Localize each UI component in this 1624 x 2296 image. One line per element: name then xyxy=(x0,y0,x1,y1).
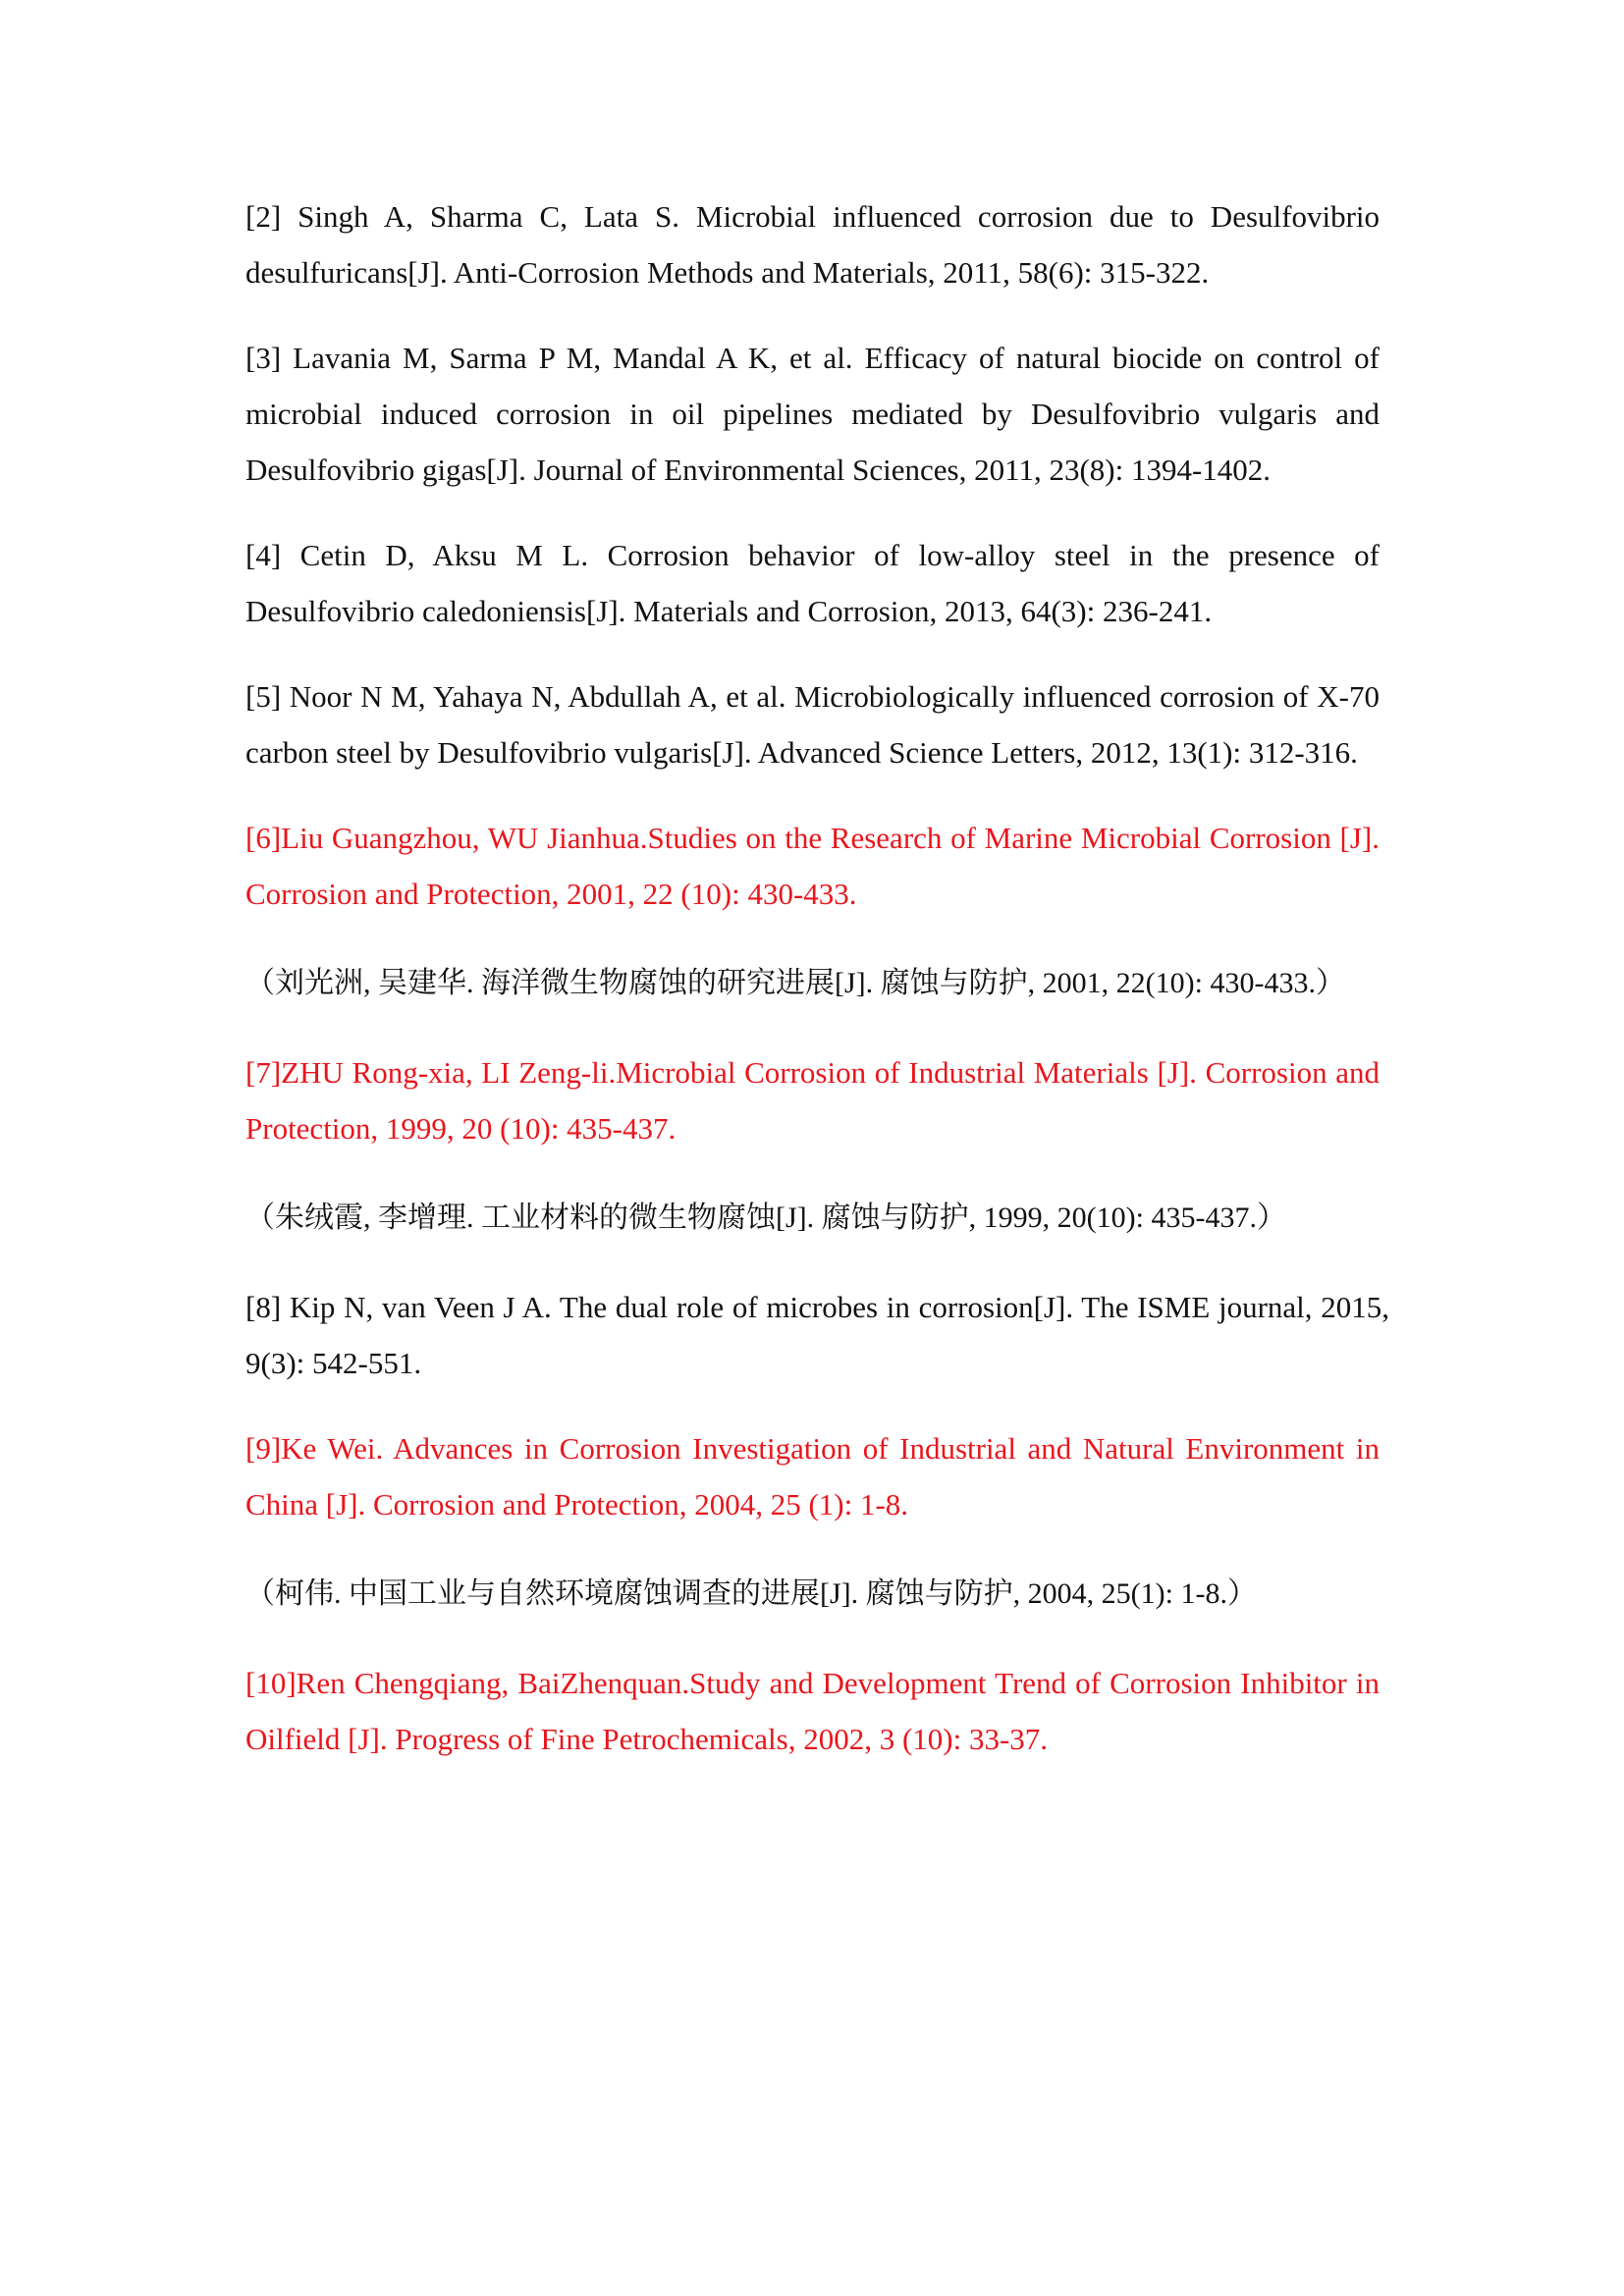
reference-2: [2] Singh A, Sharma C, Lata S. Microbial influenced corrosion due to Desulfovibrio desulfuricans[J]. Anti-Corrosion Methods and Materials, 2011, 58(6): 315-322. xyxy=(245,199,1380,290)
reference-list xyxy=(245,188,1389,1796)
reference-10: [10]Ren Chengqiang, BaiZhenquan.Study and Development Trend of Corrosion Inhibitor in Oilfield [J]. Progress of Fine Petrochemicals, 2002, 3 (10): 33-37. xyxy=(245,1666,1380,1756)
reference-7-chinese: （朱绒霞, 李增理. 工业材料的微生物腐蚀[J]. 腐蚀与防护, 1999, 20(10): 435-437.） xyxy=(245,1201,1286,1234)
reference-5: [5] Noor N M, Yahaya N, Abdullah A, et al. Microbiologically influenced corrosion of X-70 carbon steel by Desulfovibrio vulgaris[J]. Advanced Science Letters, 2012, 13(1): 312-316. xyxy=(245,679,1380,770)
reference-9: [9]Ke Wei. Advances in Corrosion Investigation of Industrial and Natural Environment in China [J]. Corrosion and Protection, 2004, 25 (1): 1-8. xyxy=(245,1431,1380,1522)
reference-4: [4] Cetin D, Aksu M L. Corrosion behavior of low‐alloy steel in the presence of Desulfovibrio caledoniensis[J]. Materials and Corrosion, 2013, 64(3): 236-241. xyxy=(245,538,1380,628)
reference-6-chinese: （刘光洲, 吴建华. 海洋微生物腐蚀的研究进展[J]. 腐蚀与防护, 2001, 22(10): 430-433.） xyxy=(245,967,1345,999)
reference-9-chinese: （柯伟. 中国工业与自然环境腐蚀调查的进展[J]. 腐蚀与防护, 2004, 25(1): 1-8.） xyxy=(245,1577,1257,1610)
reference-7: [7]ZHU Rong-xia, LI Zeng-li.Microbial Corrosion of Industrial Materials [J]. Corrosion and Protection, 1999, 20 (10): 435-437. xyxy=(245,1055,1380,1146)
reference-3: [3] Lavania M, Sarma P M, Mandal A K, et al. Efficacy of natural biocide on control of microbial induced corrosion in oil pipelines mediated by Desulfovibrio vulgaris and Desulfovibrio gigas[J]. Journal of Environmental Sciences, 2011, 23(8): 1394-1402. xyxy=(245,341,1380,487)
reference-8: [8] Kip N, van Veen J A. The dual role of microbes in corrosion[J]. The ISME journal, 2015, 9(3): 542-551. xyxy=(245,1290,1389,1380)
reference-6: [6]Liu Guangzhou, WU Jianhua.Studies on the Research of Marine Microbial Corrosion [J]. Corrosion and Protection, 2001, 22 (10): 430-433. xyxy=(245,821,1380,911)
